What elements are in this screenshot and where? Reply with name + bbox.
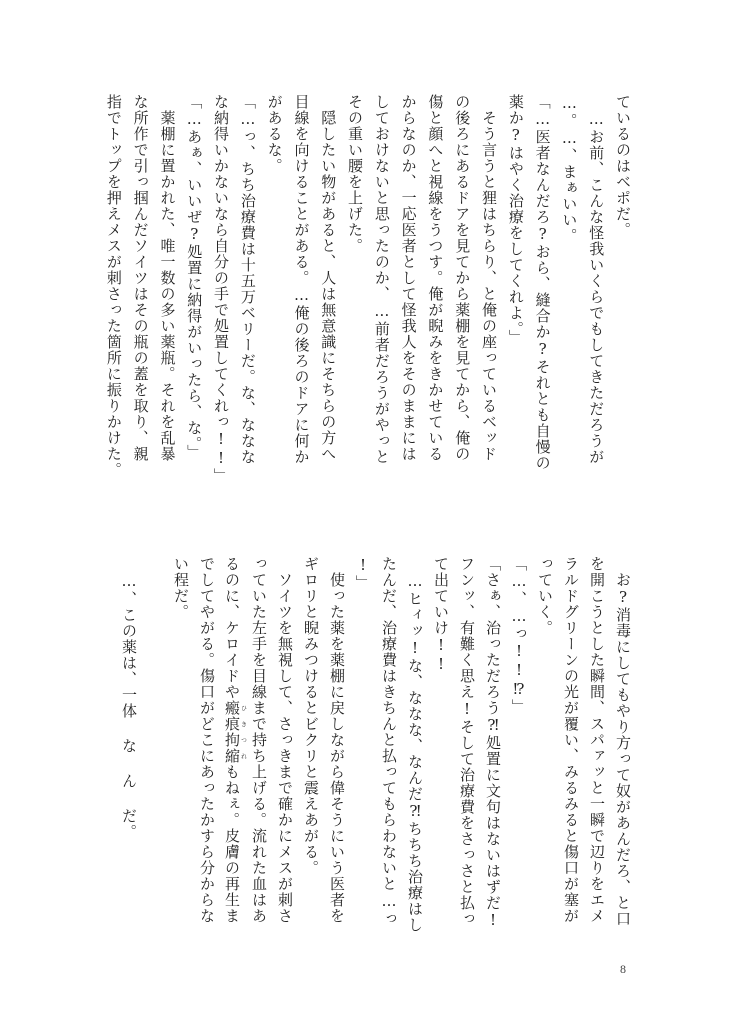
- text-column: っていく。: [536, 556, 554, 636]
- text-column: ギロリと睨みつけるとビクリと震えあがる。: [302, 556, 320, 876]
- text-column: 薬棚に置かれた、唯一数の多い薬瓶。それを乱暴: [158, 94, 177, 462]
- page-number: 8: [620, 962, 626, 976]
- text-column: 目線を向けることがある。…俺の後ろのドアに何か: [292, 94, 311, 465]
- text-column: お?消毒にしてもやり方って奴があんだろ、と口: [614, 556, 632, 927]
- text-segment: るのに、ケロイドや: [223, 556, 241, 700]
- text-column: …ヒィッ!な、ななな、なんだ⁈ちちち治療はし: [406, 556, 424, 933]
- text-column: しておけないと思ったのか、…前者だろうがやっと: [372, 94, 391, 465]
- text-column: フンッ、有難く思え!そして治療費をさっさと払っ: [458, 556, 476, 927]
- ruby-annotation: [223, 700, 247, 764]
- text-column: 隠したい物があると、人は無意識にそちらの方へ: [319, 94, 338, 462]
- text-column: ているのはベポだ。: [614, 94, 632, 238]
- text-column: そう言うと狸はちらり、と俺の座っているベッド: [480, 94, 499, 462]
- text-segment: もねぇ。皮膚の再生ま: [223, 764, 241, 924]
- text-column: 使った薬を薬棚に戻しながら偉そうにいう医者を: [328, 556, 346, 924]
- text-column: [220, 556, 246, 952]
- text-column: の後ろにあるドアを見てから薬棚を見てから、俺の: [453, 94, 472, 462]
- ruby-base: 瘢痕拘縮: [223, 700, 241, 764]
- text-column: 傷と顔へと視線をうつす。俺が睨みをきかせている: [426, 94, 445, 462]
- text-column: でしてやがる。傷口がどこにあったかすら分からな: [198, 556, 216, 924]
- text-column: 「…医者なんだろ?おら、縫合か?それとも自慢の: [533, 94, 552, 471]
- text-column: ソイツを無視して、さっきまで確かにメスが刺さ: [276, 556, 294, 924]
- text-column: 「…っ、ちち治療費は十五万ベリーだ。な、ななな: [238, 94, 257, 465]
- text-column: からなのか、一応医者として怪我人をそのままには: [399, 94, 418, 462]
- text-column: 「…あぁ、いいぜ?処置に納得がいったら、な。」: [185, 94, 204, 461]
- text-column: っていた左手を目線まで持ち上げる。流れた血はあ: [250, 556, 268, 924]
- text-column: …お前、こんな怪我いくらでもしてきただろうが: [587, 94, 606, 465]
- text-column: を開こうとした瞬間、スパァッと一瞬で辺りをエメ: [588, 556, 606, 924]
- text-column: …。…、まぁいい。: [560, 94, 579, 244]
- text-column: …、この薬は、一体 な ん だ。: [120, 556, 138, 840]
- text-block-top: [100, 94, 636, 494]
- text-column: があるな。: [265, 94, 284, 174]
- text-column: その重い腰を上げた。: [346, 94, 365, 254]
- text-column: 「さぁ、治っただろう⁈処置に文句はないはずだ!: [484, 556, 502, 930]
- text-block-bottom: [116, 556, 636, 956]
- text-column: 「…、…っ!!⁉」: [510, 556, 528, 715]
- text-column: ラルドグリーンの光が覆い、みるみると傷口が塞が: [562, 556, 580, 924]
- text-column: な納得いかないなら自分の手で処置してくれっ!!」: [212, 94, 231, 484]
- text-column: たんだ、治療費はきちんと払ってもらわないと…っ: [380, 556, 398, 927]
- text-column: い程だ。: [172, 556, 190, 620]
- text-column: [142, 556, 168, 952]
- text-column: !」: [354, 556, 372, 591]
- ruby-text: ひきつれ: [239, 700, 247, 764]
- text-column: な所作で引っ掴んだソイツはその瓶の蓋を取り、親: [131, 94, 150, 462]
- text-column: 指でトップを押えメスが刺さった箇所に振りかけた。: [104, 94, 123, 478]
- text-column: て出ていけ!!: [432, 556, 450, 674]
- text-column: 薬か?はやく治療をしてくれよ。」: [506, 94, 525, 346]
